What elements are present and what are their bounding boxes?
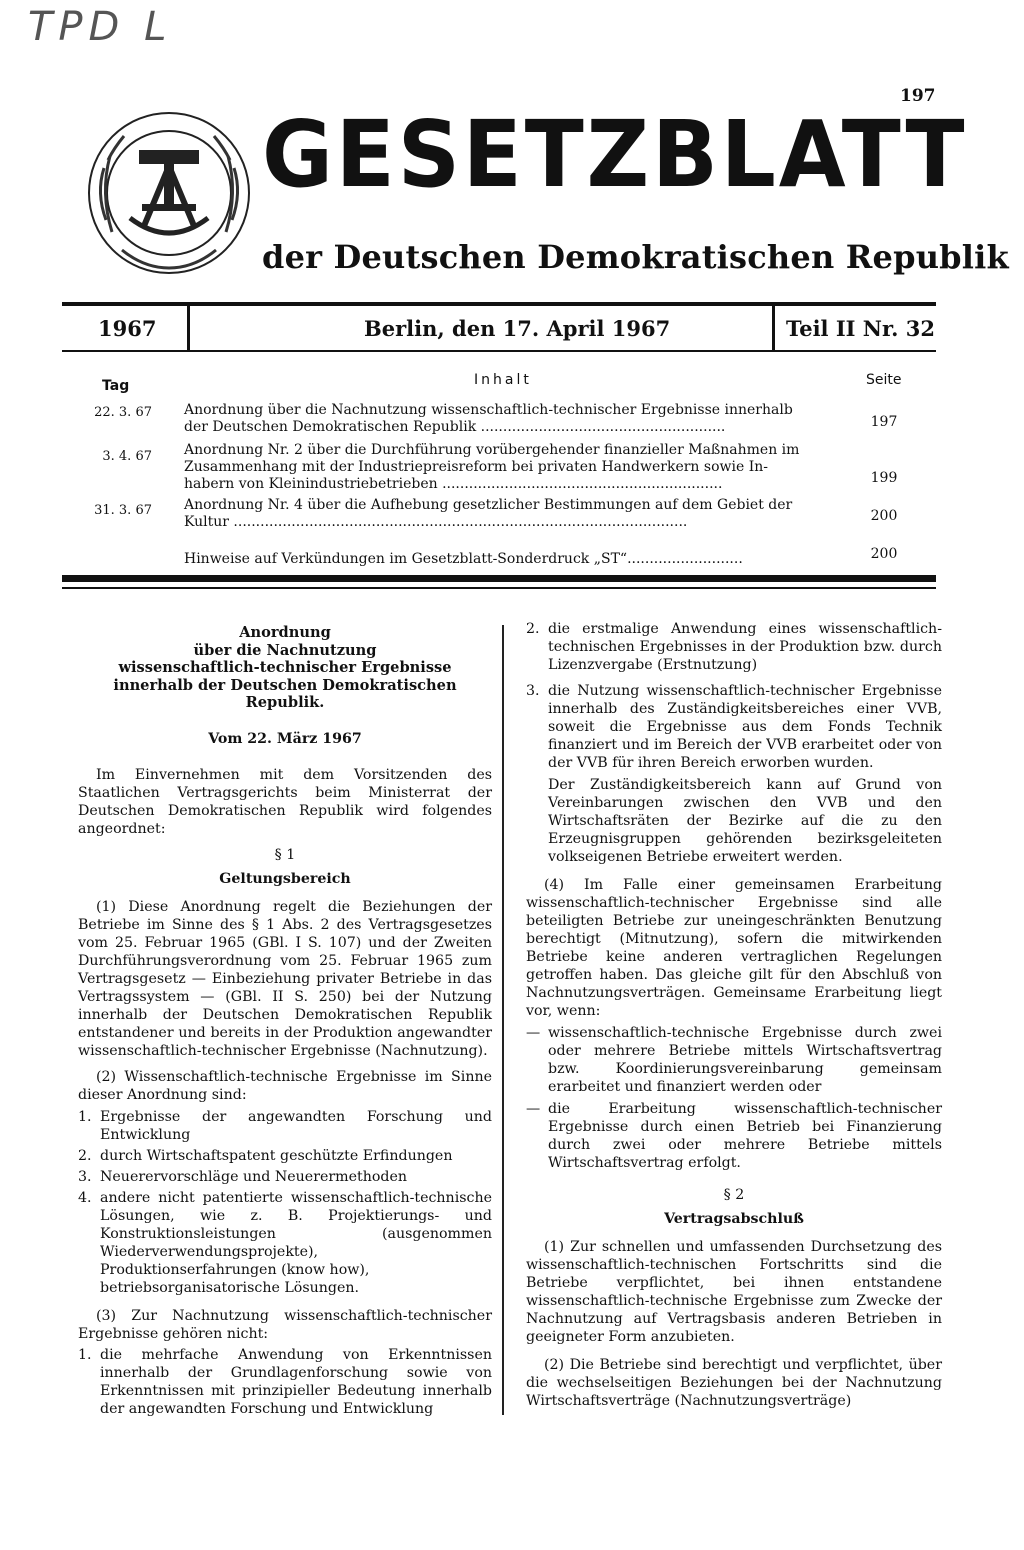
toc-entry-page: 199 (870, 470, 898, 486)
list-item: 3. Neuerervorschläge und Neuerermethoden (78, 1168, 408, 1185)
list-item: 2. die erstmalige Anwendung eines wissenschaftlich-technischen Ergebnisses in der Produktion bzw. durch Lizenzvergabe (Erstnutzung) (526, 621, 942, 673)
list-item-continuation: Der Zuständigkeitsbereich kann auf Grund von Vereinbarungen zwischen den VVB und den Wirtschaftsräten der Bezirke auf die zu den Erzeugnisgruppen gehörenden bezirksgeleiteten volkseigenen Betriebe erweitert werden. (548, 777, 942, 865)
list-item: — wissenschaftlich-technische Ergebnisse durch zwei oder mehrere Betriebe mittels Wirtschaftsvertrag bzw. Koordinierungsvereinbarung gemeinsam erarbeitet und finanziert werden oder (526, 1025, 942, 1095)
section-2-para-2: (2) Die Betriebe sind berechtigt und verpflichtet, über die wechselseitigen Beziehungen bei der Nachnutzung Wirtschaftsverträge (Nachnutzungsverträge) (526, 1357, 942, 1409)
decree-title: Anordnung über die Nachnutzung wissenschaftlich-technischer Ergebnisse innerhalb der Deutschen Demokratischen Republik. (113, 624, 457, 711)
toc-notice-page: 200 (870, 546, 898, 562)
column-divider (502, 625, 504, 1415)
toc-entry-page: 197 (870, 414, 898, 430)
section-2-para-1: (1) Zur schnellen und umfassenden Durchsetzung des wissenschaftlich-technischen Fortschritts sind die Betriebe verpflichtet, bei ihnen entstandene wissenschaftlich-technische Ergebnisse zum Zwecke der Nachnutzung auf Vertragsbasis anderen Betrieben in geeigneter Form anzubieten. (526, 1239, 942, 1345)
toc-entry-page: 200 (870, 508, 898, 524)
toc-entry-text: Anordnung Nr. 2 über die Durchführung vorübergehender finanzieller Maßnahmen im Zusammenhang mit der Industriepreisreform bei privaten Handwerkern sowie In- habern von Kleinindustriebetrieben ............................................................... (184, 442, 800, 492)
section-1-list (78, 1108, 492, 1297)
section-1-title: Geltungsbereich (219, 870, 351, 887)
issue-place-date: Berlin, den 17. April 1967 (364, 316, 671, 341)
list-item: — die Erarbeitung wissenschaftlich-technischer Ergebnisse durch einen Betrieb bei Finanzierung durch zwei oder mehrere Betriebe mittels Wirtschaftsvertrag erfolgt. (526, 1101, 942, 1171)
page-number: 197 (900, 86, 936, 106)
toc-entry-date: 22. 3. 67 (94, 405, 152, 420)
left-column (78, 624, 492, 1418)
masthead-subtitle: der Deutschen Demokratischen Republik (262, 238, 1009, 276)
toc-entry-text: Anordnung Nr. 4 über die Aufhebung gesetzlicher Bestimmungen auf dem Gebiet der Kultur ...................................................................................................... (184, 497, 793, 530)
toc-entry-text: Anordnung über die Nachnutzung wissenschaftlich-technischer Ergebnisse innerhalb der Deutschen Demokratischen Republik ....................................................... (184, 402, 793, 435)
list-item: 2. durch Wirtschaftspatent geschützte Erfindungen (78, 1147, 453, 1164)
masthead-title: GESETZBLATT (262, 101, 968, 208)
issue-year: 1967 (98, 316, 157, 341)
section-2-number: § 2 (723, 1187, 745, 1203)
toc-rule-bottom (62, 575, 936, 582)
list-item: betriebsorganisatorische Lösungen. (100, 1279, 360, 1296)
section-1-para-1: (1) Diese Anordnung regelt die Beziehungen der Betriebe im Sinne des § 1 Abs. 2 des Vertragsgesetzes vom 25. Februar 1965 (GBl. I S. 107) und der Zweiten Durchführungsverordnung vom 25. Februar 1965 zum Vertragsgesetz — Einbeziehung privater Betriebe in das Vertragssystem — (GBl. II S. 250) bei der Nutzung innerhalb der Deutschen Demokratischen Republik entstandener und bereits in der Produktion angewandter wissenschaftlich-technischer Ergebnisse (Nachnutzung). (78, 898, 492, 1059)
toc-content-header: Inhalt (474, 372, 532, 388)
toc-entry-date: 31. 3. 67 (94, 503, 152, 518)
section-2-title: Vertragsabschluß (664, 1211, 804, 1227)
decree-date: Vom 22. März 1967 (208, 730, 362, 747)
section-1-number: § 1 (274, 846, 296, 863)
header-divider (187, 304, 190, 352)
toc-page-header: Seite (866, 372, 902, 388)
list-item: 1. die mehrfache Anwendung von Erkenntnissen innerhalb der Grundlagenforschung sowie von Erkenntnissen mit prinzipieller Bedeutung innerhalb der angewandten Forschung und Entwicklung (78, 1346, 492, 1417)
right-column (526, 620, 942, 1410)
issue-part-number: Teil II Nr. 32 (786, 316, 935, 341)
decree-intro: Im Einvernehmen mit dem Vorsitzenden des Staatlichen Vertragsgerichts beim Ministerrat der Deutschen Demokratischen Republik wird folgendes angeordnet: (78, 766, 492, 837)
toc-rule-bottom-thin (62, 587, 936, 589)
handwritten-note: TPD L (28, 4, 173, 50)
toc-day-header: Tag (102, 378, 130, 394)
toc-entry-date: 3. 4. 67 (102, 449, 152, 464)
list-item: 4. andere nicht patentierte wissenschaftlich-technische Lösungen, wie z. B. Projektierungs- und Konstruktionsleistungen (ausgenommen Wiederverwendungsprojekte), (78, 1189, 492, 1260)
list-item: 3. die Nutzung wissenschaftlich-technischer Ergebnisse innerhalb des Zuständigkeitsbereiches einer VVB, soweit die Ergebnisse aus dem Fonds Technik finanziert und im Bereich der VVB erarbeitet oder von der VVB für ihren Bereich erworben wurden. (526, 683, 942, 771)
toc-notice: Hinweise auf Verkündungen im Gesetzblatt-Sonderdruck „ST“.......................... (184, 551, 743, 567)
section-1-para-2: (2) Wissenschaftlich-technische Ergebnisse im Sinne dieser Anordnung sind: (78, 1068, 492, 1103)
section-1-para-4: (4) Im Falle einer gemeinsamen Erarbeitung wissenschaftlich-technischer Ergebnisse sind alle beteiligten Betriebe zur uneingeschränkten Benutzung berechtigt (Mitnutzung), sofern die mitwirkenden Betriebe keine anderen vertraglichen Regelungen getroffen haben. Das gleiche gilt für den Abschluß von Nachnutzungsverträgen. Gemeinsame Erarbeitung liegt vor, wenn: (526, 877, 942, 1019)
section-1-para-3: (3) Zur Nachnutzung wissenschaftlich-technischer Ergebnisse gehören nicht: (78, 1307, 492, 1342)
header-rule-top (62, 302, 936, 306)
list-item: 1. Ergebnisse der angewandten Forschung und Entwicklung (78, 1108, 492, 1143)
list-item: Produktionserfahrungen (know how), (100, 1261, 370, 1278)
header-rule-bottom (62, 350, 936, 352)
state-emblem-icon (84, 108, 254, 278)
header-divider (772, 304, 775, 352)
